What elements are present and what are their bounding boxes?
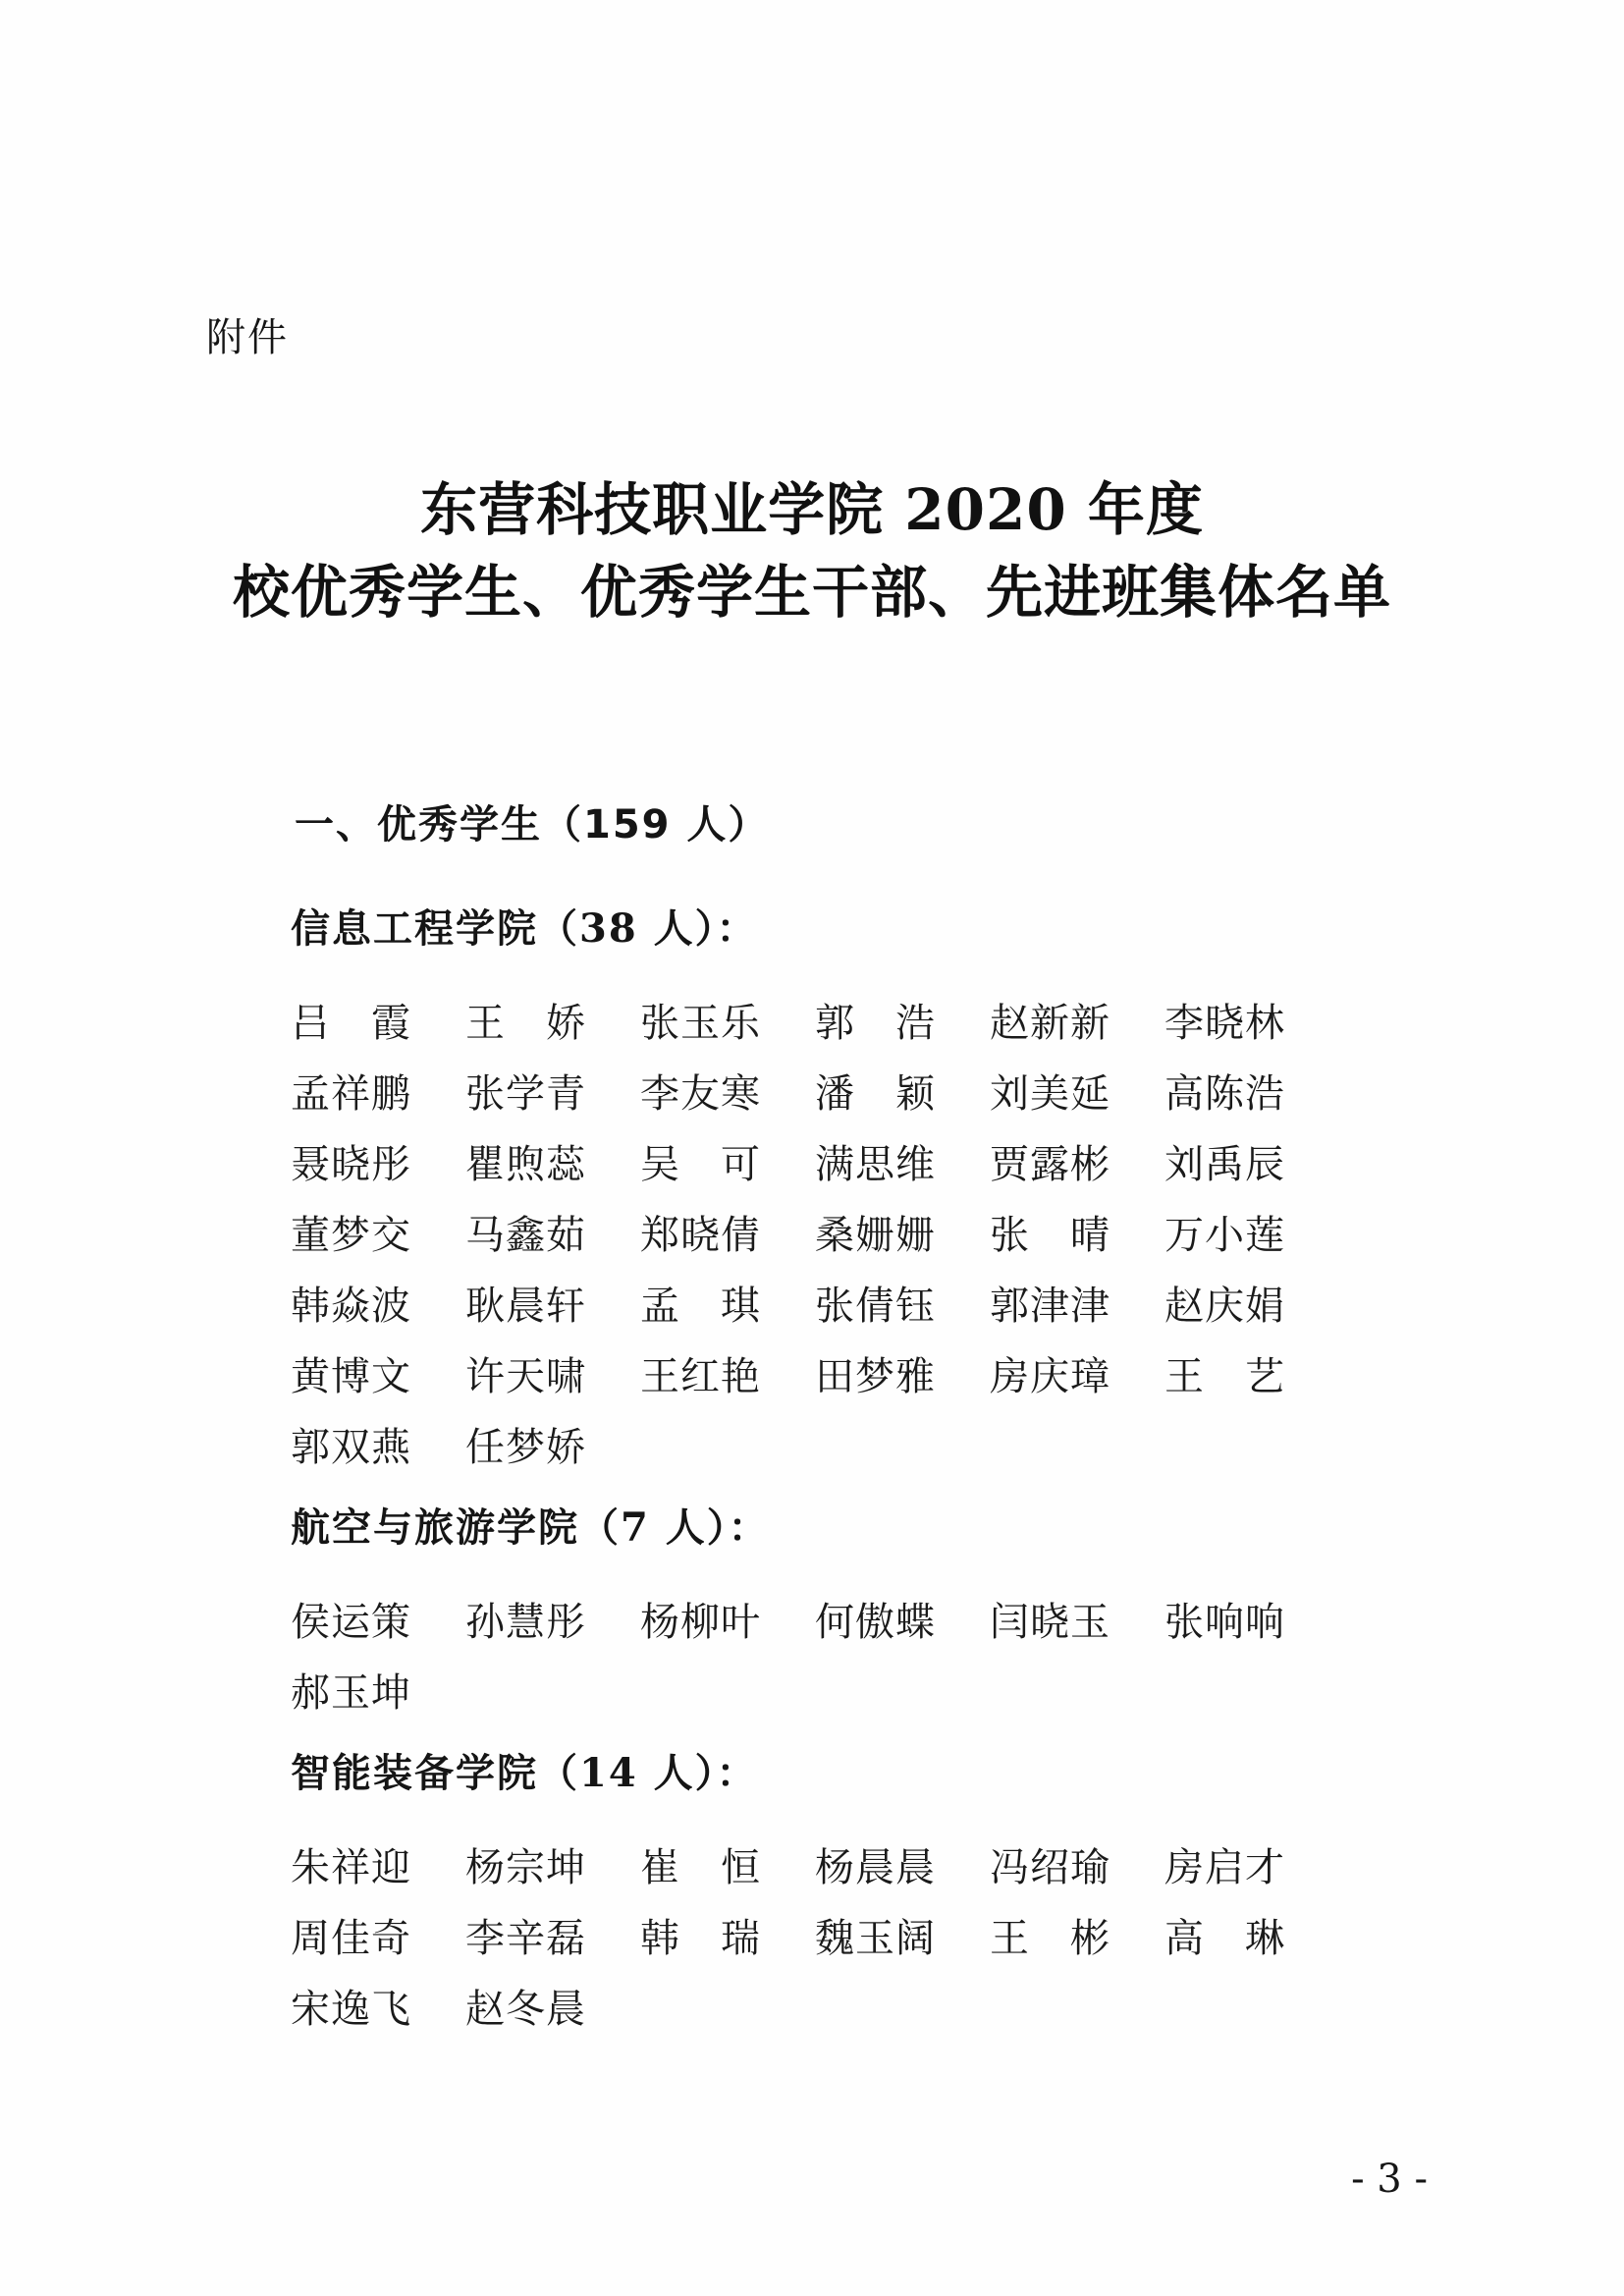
student-name: 满思维 <box>815 1142 936 1187</box>
student-name: 赵新新 <box>990 1001 1110 1046</box>
student-name: 张 晴 <box>990 1213 1110 1258</box>
student-name: 许天啸 <box>465 1354 586 1399</box>
student-name: 崔 恒 <box>640 1845 761 1890</box>
student-name: 杨宗坤 <box>465 1845 586 1890</box>
student-name: 孙慧彤 <box>465 1600 586 1645</box>
name-list <box>291 1000 1331 1495</box>
attachment-label: 附件 <box>206 315 289 360</box>
college-group-information-engineering <box>291 903 1331 1495</box>
page-number: - 3 - <box>1351 2157 1428 2202</box>
student-name: 黄博文 <box>291 1354 411 1399</box>
student-name: 赵庆娟 <box>1164 1284 1285 1329</box>
college-heading: 航空与旅游学院（7 人）： <box>291 1504 770 1551</box>
student-name: 田梦雅 <box>815 1354 936 1399</box>
student-name: 王 娇 <box>465 1001 586 1046</box>
student-name: 韩 瑞 <box>640 1916 761 1961</box>
student-name: 张响响 <box>1164 1600 1285 1645</box>
student-name: 王 彬 <box>990 1916 1110 1961</box>
student-name: 房启才 <box>1164 1845 1285 1890</box>
student-name: 李友寒 <box>640 1071 761 1117</box>
student-name: 郭津津 <box>990 1284 1110 1329</box>
student-name: 潘 颖 <box>815 1071 936 1117</box>
college-heading: 智能装备学院（14 人）： <box>291 1750 758 1796</box>
document-title-line-1: 东营科技职业学院 2020 年度 <box>420 476 1204 543</box>
student-name: 冯绍瑜 <box>990 1845 1110 1890</box>
student-name: 王红艳 <box>640 1354 761 1399</box>
college-group-aviation-tourism <box>291 1503 1331 1740</box>
student-name: 闫晓玉 <box>990 1600 1110 1645</box>
student-name: 张倩钰 <box>815 1284 936 1329</box>
name-list <box>291 1599 1331 1740</box>
student-name: 孟祥鹏 <box>291 1071 411 1117</box>
student-name: 孟 琪 <box>640 1284 761 1329</box>
student-name: 吕 霞 <box>291 1001 411 1046</box>
student-name: 王 艺 <box>1164 1354 1285 1399</box>
student-name: 杨柳叶 <box>640 1600 761 1645</box>
student-name: 杨晨晨 <box>815 1845 936 1890</box>
student-name: 赵冬晨 <box>465 1987 586 2032</box>
section-heading-outstanding-students: 一、优秀学生（159 人） <box>295 802 770 847</box>
student-name: 董梦交 <box>291 1213 411 1258</box>
student-name: 任梦娇 <box>465 1425 586 1470</box>
student-name: 李辛磊 <box>465 1916 586 1961</box>
student-name: 吴 可 <box>640 1142 761 1187</box>
college-group-intelligent-equipment <box>291 1748 1331 2056</box>
student-name: 张学青 <box>465 1071 586 1117</box>
student-name: 何傲蝶 <box>815 1600 936 1645</box>
student-name: 万小莲 <box>1164 1213 1285 1258</box>
name-list <box>291 1844 1331 2056</box>
document-title-line-2: 校优秀学生、优秀学生干部、先进班集体名单 <box>232 559 1391 626</box>
student-name: 贾露彬 <box>990 1142 1110 1187</box>
student-name: 郝玉坤 <box>291 1670 411 1716</box>
student-name: 周佳奇 <box>291 1916 411 1961</box>
college-heading: 信息工程学院（38 人）： <box>291 905 758 952</box>
student-name: 房庆璋 <box>990 1354 1110 1399</box>
student-name: 高 琳 <box>1164 1916 1285 1961</box>
student-name: 瞿煦蕊 <box>465 1142 586 1187</box>
student-name: 聂晓彤 <box>291 1142 411 1187</box>
student-name: 郭 浩 <box>815 1001 936 1046</box>
student-name: 张玉乐 <box>640 1001 761 1046</box>
student-name: 宋逸飞 <box>291 1987 411 2032</box>
student-name: 朱祥迎 <box>291 1845 411 1890</box>
student-name: 魏玉阔 <box>815 1916 936 1961</box>
student-name: 郑晓倩 <box>640 1213 761 1258</box>
student-name: 刘禹辰 <box>1164 1142 1285 1187</box>
student-name: 郭双燕 <box>291 1425 411 1470</box>
student-name: 韩焱波 <box>291 1284 411 1329</box>
student-name: 耿晨轩 <box>465 1284 586 1329</box>
student-name: 刘美延 <box>990 1071 1110 1117</box>
student-name: 侯运策 <box>291 1600 411 1645</box>
student-name: 桑姗姗 <box>815 1213 936 1258</box>
student-name: 高陈浩 <box>1164 1071 1285 1117</box>
student-name: 李晓林 <box>1164 1001 1285 1046</box>
student-name: 马鑫茹 <box>465 1213 586 1258</box>
